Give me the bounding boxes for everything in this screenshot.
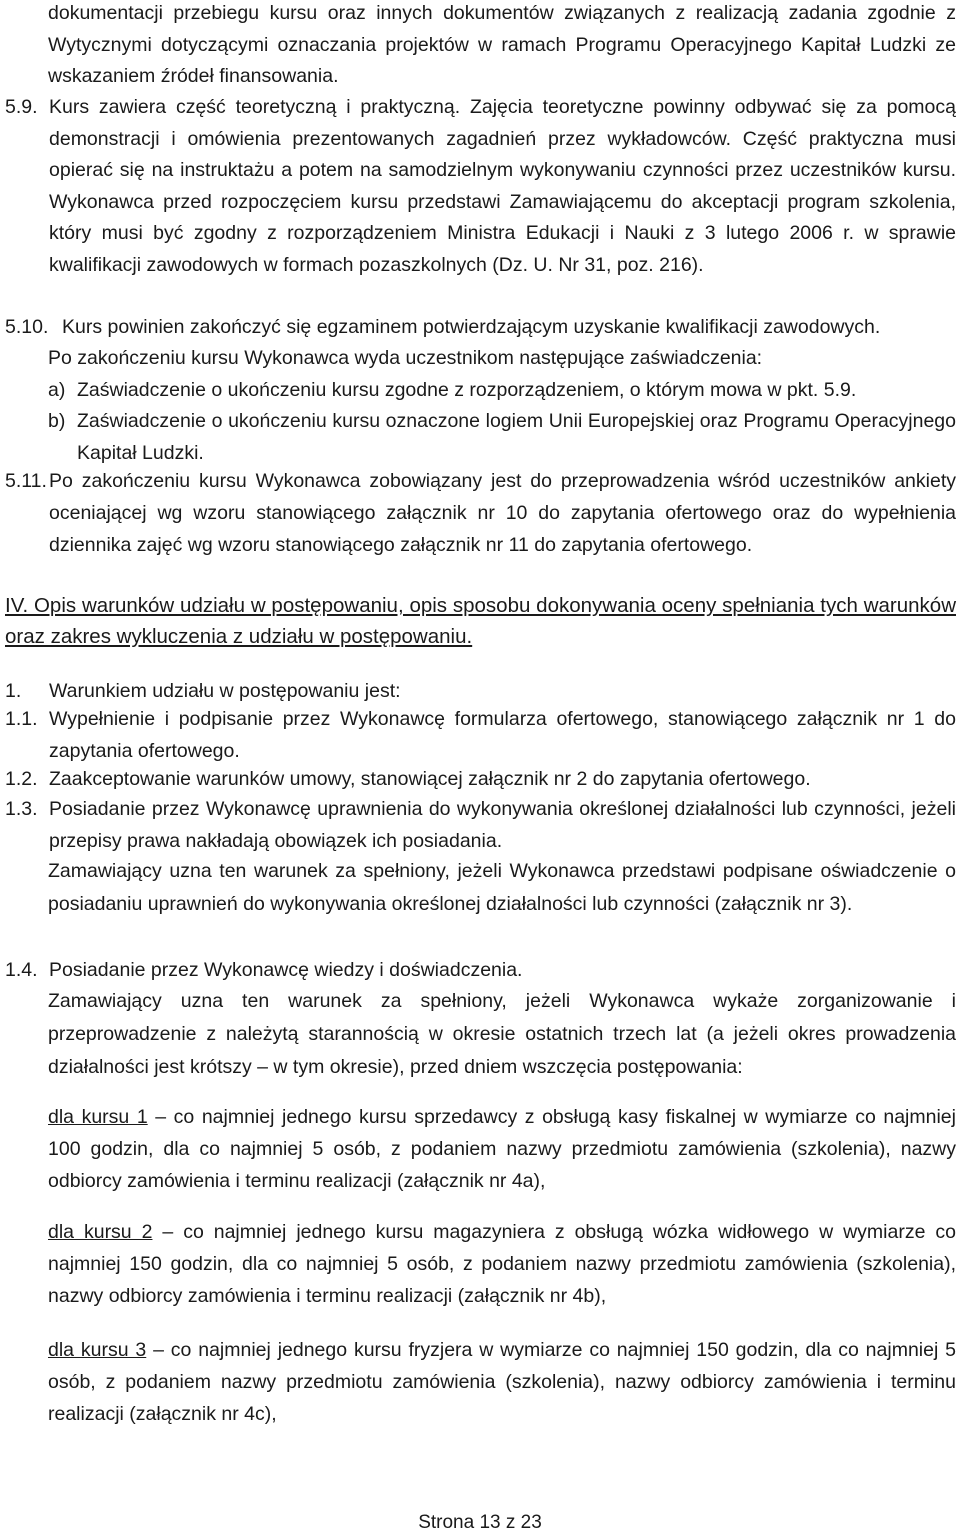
footer-prefix: Strona [418,1512,480,1533]
section-5-10-body [48,343,956,469]
section-text: Kurs zawiera część teoretyczną i praktyczną. Zajęcia teoretyczne powinny odbywać się za pomocą demonstracji i omówienia prezentowanych zagadnień przez wykładowców. Część praktyczna musi opierać się na instruktażu a potem na samodzielnym wykonywaniu czynności przez uczestników kursu. Wykonawca przed rozpoczęciem kursu przedstawi Zamawiającemu do akceptacji program szkolenia, który musi być zgodny z rozporządzeniem Ministra Edukacji i Nauki z 3 lutego 2006 r. w sprawie kwalifikacji zawodowych w formach pozaszkolnych (Dz. U. Nr 31, poz. 216). [49,96,956,276]
item-number: 1.1. [5,708,38,730]
section-number: 5.10. [5,316,49,338]
condition-text: Zamawiający uzna ten warunek za spełniony, jeżeli Wykonawca wykaże zorganizowanie i przeprowadzenie z należytą starannością w okresie ostatnich trzech lat (a jeżeli okres prowadzenia działalności jest krótszy – w tym okresie), przed dniem wszczęcia postępowania: [48,990,956,1078]
item-number: 1.2. [5,768,38,790]
section-iv-heading [5,590,956,652]
list-item [48,406,956,469]
course-requirement-1 [48,1101,956,1197]
course-text: – co najmniej jednego kursu magazyniera z obsługą wózka widłowego w wymiarze co najmniej 150 godzin, dla co najmniej 5 osób, z podaniem nazwy przedmiotu zamówienia (szkolenia), nazwy odbiorcy zamówienia i terminu realizacji (załącznik nr 4b), [48,1221,956,1307]
section-5-11 [5,465,956,561]
item-text: Zaświadczenie o ukończeniu kursu oznaczone logiem Unii Europejskiej oraz Programu Operacyjnego Kapitał Ludzki. [77,410,956,464]
list-item-1-4-condition [48,985,956,1084]
item-number: 1. [5,680,22,702]
page-footer [0,1512,960,1534]
certificates-intro: Po zakończeniu kursu Wykonawca wyda uczestnikom następujące zaświadczenia: [48,347,763,369]
item-text: Posiadanie przez Wykonawcę uprawnienia do wykonywania określonej działalności lub czynności, jeżeli przepisy prawa nakładają obowiązek ich posiadania. [49,798,956,852]
list-item-1-1 [5,704,956,767]
list-item-1-4 [5,955,956,987]
list-item-1 [5,676,956,708]
course-label: dla kursu 1 [48,1106,148,1128]
item-text: Warunkiem udziału w postępowaniu jest: [49,680,401,702]
intro-text: dokumentacji przebiegu kursu oraz innych dokumentów związanych z realizacją zadania zgodnie z Wytycznymi dotyczącymi oznaczania projektów w ramach Programu Operacyjnego Kapitał Ludzki ze wskazaniem źródeł finansowania. [48,2,956,87]
item-number: 1.3. [5,798,38,820]
list-item [48,375,956,407]
course-requirement-3 [48,1334,956,1430]
section-title: IV. Opis warunków udziału w postępowaniu, opis sposobu dokonywania oceny spełniania tych warunków oraz zakres wykluczenia z udziału w postępowaniu. [5,594,956,648]
intro-paragraph [48,0,956,93]
list-item-1-2 [5,764,956,796]
section-5-9 [5,92,956,281]
course-requirement-2 [48,1216,956,1312]
list-item-1-3-condition [48,855,956,921]
course-label: dla kursu 2 [48,1221,153,1243]
section-text: Kurs powinien zakończyć się egzaminem potwierdzającym uzyskanie kwalifikacji zawodowych. [62,316,881,338]
course-text: – co najmniej jednego kursu fryzjera w wymiarze co najmniej 150 godzin, dla co najmniej 5 osób, z podaniem nazwy przedmiotu zamówienia (szkolenia), nazwy odbiorcy zamówienia i terminu realizacji (załącznik nr 4c), [48,1339,956,1425]
list-item-1-3 [5,794,956,857]
item-text: Posiadanie przez Wykonawcę wiedzy i doświadczenia. [49,959,523,981]
item-text: Zaakceptowanie warunków umowy, stanowiącej załącznik nr 2 do zapytania ofertowego. [49,768,811,790]
section-text: Po zakończeniu kursu Wykonawca zobowiązany jest do przeprowadzenia wśród uczestników ankiety oceniającej wg wzoru stanowiącego załącznik nr 10 do zapytania ofertowego oraz do wypełnienia dziennika zajęć wg wzoru stanowiącego załącznik nr 11 do zapytania ofertowego. [49,470,956,556]
item-label: b) [48,410,66,432]
page-number: 13 [479,1512,501,1533]
item-label: a) [48,378,66,401]
item-text: Wypełnienie i podpisanie przez Wykonawcę formularza ofertowego, stanowiącego załącznik nr 1 do zapytania ofertowego. [49,708,956,762]
section-5-10 [5,312,956,344]
page-total: 23 [520,1512,542,1533]
item-number: 1.4. [5,959,38,981]
footer-mid: z [500,1512,521,1533]
item-text: Zaświadczenie o ukończeniu kursu zgodne z rozporządzeniem, o którym mowa w pkt. 5.9. [77,378,857,401]
section-number: 5.11. [5,470,47,492]
course-label: dla kursu 3 [48,1339,147,1361]
section-number: 5.9. [5,96,38,118]
course-text: – co najmniej jednego kursu sprzedawcy z obsługą kasy fiskalnej w wymiarze co najmniej 100 godzin, dla co najmniej 5 osób, z podaniem nazwy przedmiotu zamówienia (szkolenia), nazwy odbiorcy zamówienia i terminu realizacji (załącznik nr 4a), [48,1106,956,1192]
condition-text: Zamawiający uzna ten warunek za spełniony, jeżeli Wykonawca przedstawi podpisane oświadczenie o posiadaniu uprawnień do wykonywania określonej działalności lub czynności (załącznik nr 3). [48,860,956,915]
